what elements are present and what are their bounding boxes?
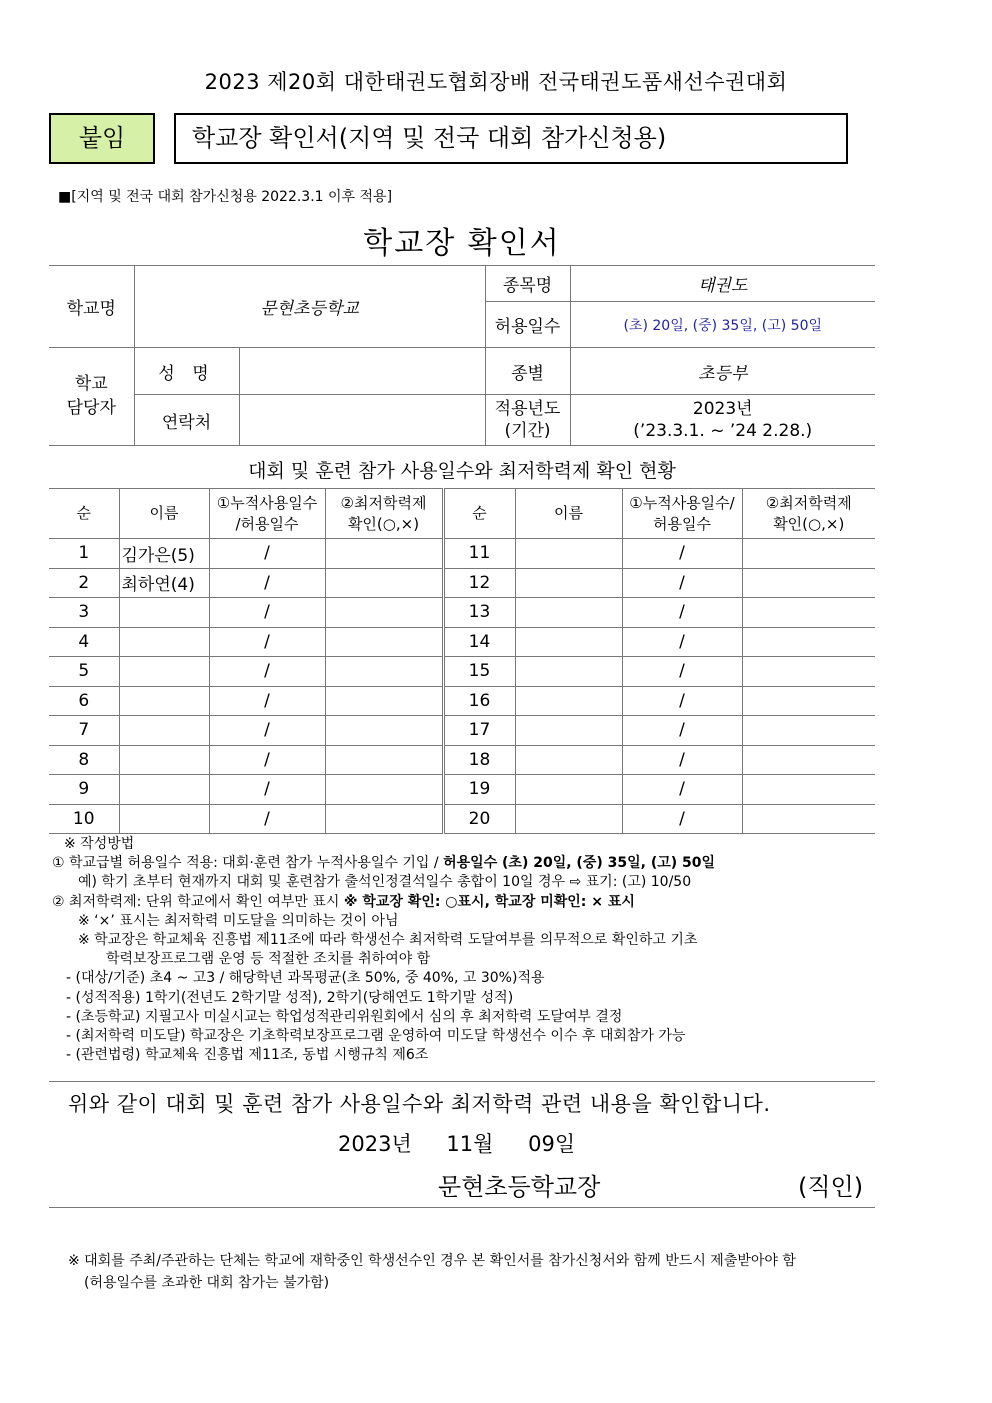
- footer-note: [68, 1250, 796, 1294]
- academic-check[interactable]: [325, 568, 443, 598]
- year-value-cell[interactable]: [570, 395, 875, 446]
- note-2b: ※ 학교장은 학교체육 진흥법 제11조에 따라 학생선수 최저학력 도달여부를 의무적으로 확인하고 기초: [78, 932, 698, 949]
- student-name[interactable]: [119, 716, 209, 746]
- detail-2: - (성적적용) 1학기(전년도 2학기말 성적), 2학기(당해연도 1학기말 성적): [66, 989, 514, 1006]
- row-number: 6: [49, 686, 119, 716]
- academic-check[interactable]: [742, 804, 875, 834]
- footer-line-2: (허용일수를 초과한 대회 참가는 불가함): [84, 1275, 330, 1291]
- header-name-left: 이름: [119, 489, 209, 539]
- row-number: 20: [443, 804, 515, 834]
- student-name[interactable]: [119, 627, 209, 657]
- row-number: 15: [443, 657, 515, 687]
- student-name[interactable]: [119, 775, 209, 805]
- school-name-label: 학교명: [49, 266, 134, 348]
- student-name[interactable]: [515, 716, 622, 746]
- row-number: 13: [443, 598, 515, 628]
- table-row: [49, 804, 875, 834]
- academic-check[interactable]: [325, 716, 443, 746]
- table-row: [49, 627, 875, 657]
- row-number: 9: [49, 775, 119, 805]
- days-used[interactable]: /: [622, 804, 742, 834]
- academic-check[interactable]: [325, 745, 443, 775]
- usage-table: [49, 488, 875, 834]
- attachment-badge: 붙임: [49, 113, 155, 164]
- student-name[interactable]: [119, 657, 209, 687]
- date-year: 2023년: [338, 1132, 412, 1156]
- days-used[interactable]: /: [622, 568, 742, 598]
- header-check-right: ②최저학력제 확인(○,×): [742, 489, 875, 539]
- student-name[interactable]: [515, 568, 622, 598]
- signer: 문현초등학교장: [438, 1173, 601, 1201]
- academic-check[interactable]: [742, 627, 875, 657]
- divider: [49, 1081, 875, 1082]
- table-row: [49, 657, 875, 687]
- period-value: (’23.3.1. ~ ’24 2.28.): [633, 421, 813, 441]
- days-used[interactable]: /: [622, 598, 742, 628]
- division-value[interactable]: 초등부: [570, 348, 875, 395]
- note-2-bold: ※ 학교장 확인: ○표시, 학교장 미확인: × 표시: [343, 893, 635, 910]
- table-row: [49, 686, 875, 716]
- detail-1: - (대상/기준) 초4 ~ 고3 / 해당학년 과목평균(초 50%, 중 40%, 고 30%)적용: [66, 970, 545, 987]
- contact-value[interactable]: [239, 395, 485, 446]
- academic-check[interactable]: [325, 598, 443, 628]
- student-name[interactable]: [119, 804, 209, 834]
- row-number: 19: [443, 775, 515, 805]
- detail-3: - (초등학교) 지필고사 미실시교는 학업성적관리위원회에서 심의 후 최저학력 도달여부 결정: [66, 1008, 623, 1025]
- days-used[interactable]: /: [209, 568, 325, 598]
- days-used[interactable]: /: [622, 539, 742, 569]
- student-name[interactable]: [515, 775, 622, 805]
- table-row: [49, 745, 875, 775]
- student-name[interactable]: [515, 804, 622, 834]
- academic-check[interactable]: [742, 775, 875, 805]
- header-check-left: ②최저학력제 확인(○,×): [325, 489, 443, 539]
- event-title: 2023 제20회 대한태권도협회장배 전국태권도품새선수권대회: [204, 70, 788, 94]
- allowed-days-label: 허용일수: [485, 302, 570, 348]
- usage-header-row: [49, 489, 875, 539]
- row-number: 8: [49, 745, 119, 775]
- academic-check[interactable]: [742, 657, 875, 687]
- days-used[interactable]: /: [209, 539, 325, 569]
- academic-check[interactable]: [742, 745, 875, 775]
- student-name[interactable]: [515, 745, 622, 775]
- days-used[interactable]: /: [209, 775, 325, 805]
- days-used[interactable]: /: [209, 598, 325, 628]
- footer-line-1: ※ 대회를 주최/주관하는 단체는 학교에 재학중인 학생선수인 경우 본 확인서를 참가신청서와 함께 반드시 제출받아야 함: [68, 1253, 796, 1269]
- detail-4: - (최저학력 미도달) 학교장은 기초학력보장프로그램 운영하여 미도달 학생선수 이수 후 대회참가 가능: [66, 1028, 686, 1045]
- row-number: 7: [49, 716, 119, 746]
- academic-check[interactable]: [742, 568, 875, 598]
- method-title: ※ 작성방법: [64, 836, 135, 852]
- student-name[interactable]: 최하연(4): [119, 568, 209, 598]
- student-name[interactable]: [515, 539, 622, 569]
- student-name[interactable]: [515, 598, 622, 628]
- row-number: 18: [443, 745, 515, 775]
- note-2-text: ② 최저학력제: 단위 학교에서 확인 여부만 표시: [52, 893, 344, 910]
- table-row: [49, 539, 875, 569]
- row-number: 16: [443, 686, 515, 716]
- header-days-left: ①누적사용일수 /허용일수: [209, 489, 325, 539]
- school-info-table: [49, 265, 875, 446]
- event-value[interactable]: 태권도: [570, 266, 875, 302]
- confirmation-date: [338, 1128, 603, 1158]
- row-number: 1: [49, 539, 119, 569]
- applicability-notice: ■[지역 및 전국 대회 참가신청용 2022.3.1 이후 적용]: [58, 189, 393, 205]
- academic-check[interactable]: [742, 686, 875, 716]
- allowed-days-value[interactable]: (초) 20일, (중) 35일, (고) 50일: [570, 302, 875, 348]
- row-number: 10: [49, 804, 119, 834]
- days-used[interactable]: /: [622, 657, 742, 687]
- note-1: [52, 854, 892, 873]
- manager-name-label: 성 명: [134, 348, 239, 395]
- school-name-value[interactable]: 문현초등학교: [134, 266, 485, 348]
- academic-check[interactable]: [742, 539, 875, 569]
- row-number: 12: [443, 568, 515, 598]
- days-used[interactable]: /: [622, 686, 742, 716]
- days-used[interactable]: /: [209, 745, 325, 775]
- academic-check[interactable]: [742, 716, 875, 746]
- days-used[interactable]: /: [622, 745, 742, 775]
- document-title: 학교장 확인서: [363, 226, 561, 261]
- header-no-right: 순: [443, 489, 515, 539]
- date-day: 09일: [528, 1132, 576, 1156]
- days-used[interactable]: /: [209, 627, 325, 657]
- table-row: [49, 568, 875, 598]
- divider: [49, 1207, 875, 1208]
- note-1-text: ① 학교급별 허용일수 적용: 대회·훈련 참가 누적사용일수 기입 /: [52, 855, 444, 872]
- section-title: 대회 및 훈련 참가 사용일수와 최저학력제 확인 현황: [248, 460, 676, 482]
- student-name[interactable]: [119, 686, 209, 716]
- table-row: [49, 775, 875, 805]
- academic-check[interactable]: [325, 775, 443, 805]
- table-row: [49, 598, 875, 628]
- manager-name-value[interactable]: [239, 348, 485, 395]
- note-1-bold: 허용일수 (초) 20일, (중) 35일, (고) 50일: [443, 855, 716, 872]
- days-used[interactable]: /: [622, 775, 742, 805]
- days-used[interactable]: /: [622, 716, 742, 746]
- student-name[interactable]: 김가은(5): [119, 539, 209, 569]
- row-number: 4: [49, 627, 119, 657]
- student-name[interactable]: [515, 657, 622, 687]
- row-number: 14: [443, 627, 515, 657]
- form-header: 학교장 확인서(지역 및 전국 대회 참가신청용): [174, 113, 848, 164]
- row-number: 11: [443, 539, 515, 569]
- academic-check[interactable]: [742, 598, 875, 628]
- days-used[interactable]: /: [209, 804, 325, 834]
- instructions: [52, 835, 892, 1065]
- note-2: [52, 893, 892, 912]
- confirmation-statement: 위와 같이 대회 및 훈련 참가 사용일수와 최저학력 관련 내용을 확인합니다.: [68, 1092, 771, 1116]
- header-no-left: 순: [49, 489, 119, 539]
- division-label: 종별: [485, 348, 570, 395]
- academic-check[interactable]: [325, 657, 443, 687]
- student-name[interactable]: [515, 686, 622, 716]
- official-seal: (직인): [798, 1173, 864, 1201]
- student-name[interactable]: [119, 598, 209, 628]
- days-used[interactable]: /: [622, 627, 742, 657]
- note-2a: ※ ‘×’ 표시는 최저학력 미도달을 의미하는 것이 아님: [78, 912, 399, 929]
- manager-label: 학교 담당자: [49, 348, 134, 446]
- event-label: 종목명: [485, 266, 570, 302]
- note-1-example: 예) 학기 초부터 현재까지 대회 및 훈련참가 출석인정결석일수 총합이 10일 경우 ⇨ 표기: (고) 10/50: [78, 874, 692, 891]
- days-used[interactable]: /: [209, 716, 325, 746]
- year-value: 2023년: [692, 398, 753, 419]
- detail-5: - (관련법령) 학교체육 진흥법 제11조, 동법 시행규칙 제6조: [66, 1047, 429, 1064]
- days-used[interactable]: /: [209, 686, 325, 716]
- year-label: 적용년도 (기간): [485, 395, 570, 446]
- days-used[interactable]: /: [209, 657, 325, 687]
- header-name-right: 이름: [515, 489, 622, 539]
- row-number: 5: [49, 657, 119, 687]
- academic-check[interactable]: [325, 686, 443, 716]
- note-2b-cont: 학력보장프로그램 운영 등 적절한 조치를 취하여야 함: [106, 951, 431, 968]
- contact-label: 연락처: [134, 395, 239, 446]
- header-days-right: ①누적사용일수/ 허용일수: [622, 489, 742, 539]
- table-row: [49, 716, 875, 746]
- student-name[interactable]: [119, 745, 209, 775]
- row-number: 2: [49, 568, 119, 598]
- row-number: 3: [49, 598, 119, 628]
- row-number: 17: [443, 716, 515, 746]
- date-month: 11월: [446, 1132, 494, 1156]
- academic-check[interactable]: [325, 539, 443, 569]
- academic-check[interactable]: [325, 627, 443, 657]
- student-name[interactable]: [515, 627, 622, 657]
- academic-check[interactable]: [325, 804, 443, 834]
